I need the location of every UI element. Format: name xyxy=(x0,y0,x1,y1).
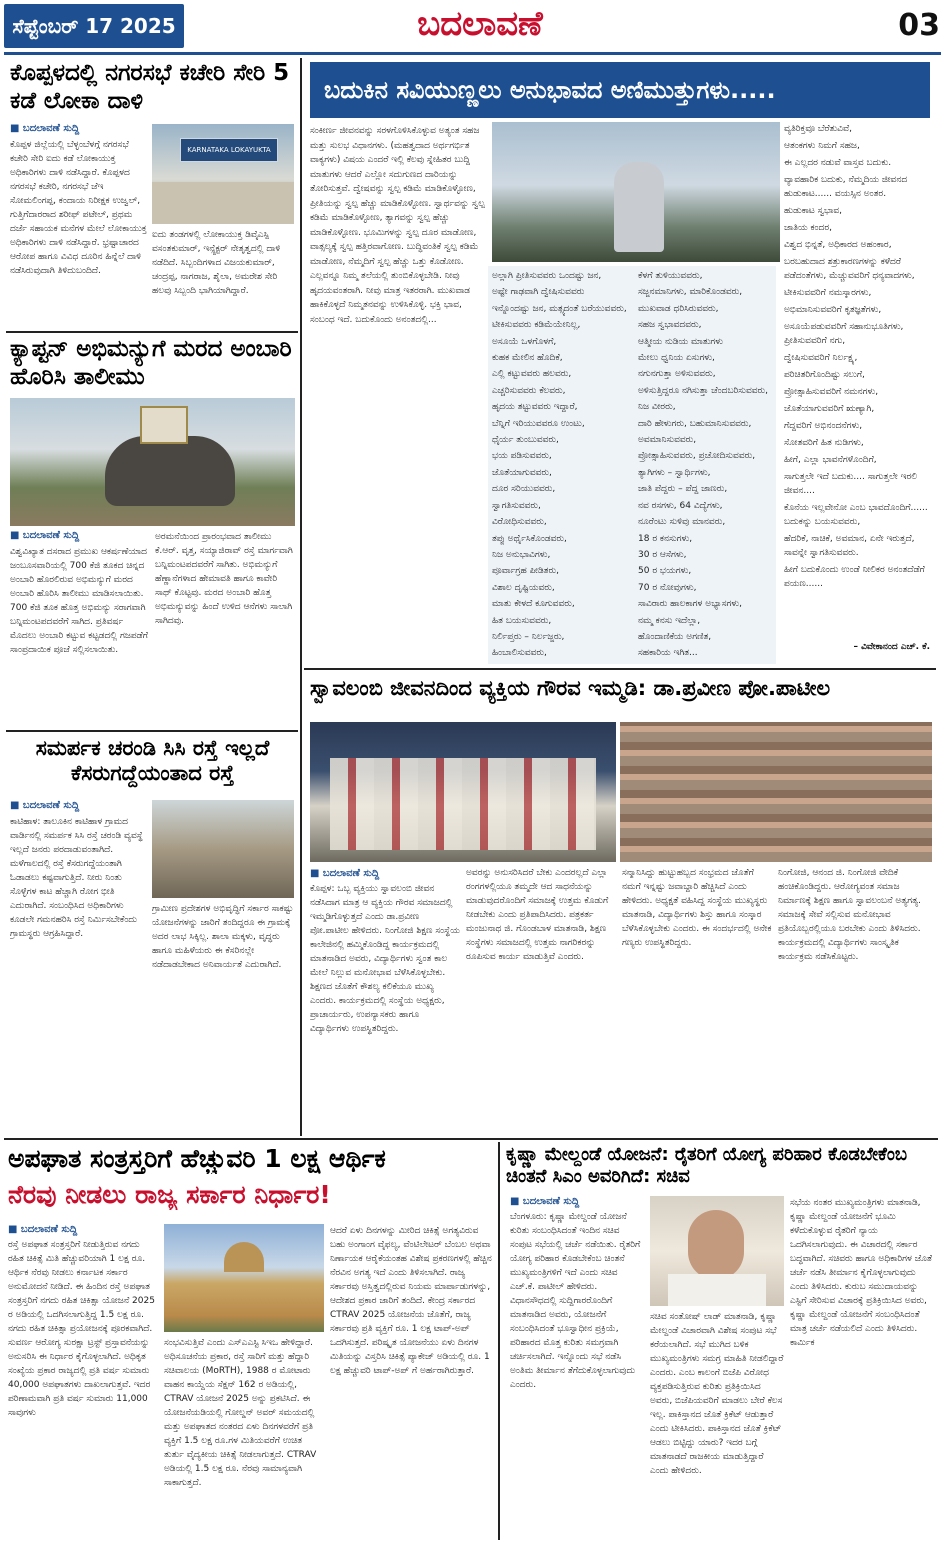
poem-line: ಅವಮಾನಿಸುವವರು, xyxy=(638,435,697,446)
poem-line: 70 ರ ನೋವುಗಳು, xyxy=(638,582,697,593)
story2-photo xyxy=(10,398,295,526)
story1-byline: ■ ಬದಲಾವಣೆ ಸುದ್ದಿ xyxy=(10,123,80,134)
poem-line: ಸ್ವಾಗತಿಸುವವರು, xyxy=(492,500,541,511)
story6-byline: ■ ಬದಲಾವಣೆ ಸುದ್ದಿ xyxy=(8,1224,78,1235)
poem-line: ಸೋತವರಿಗೆ ಹಿತ ನುಡಿಗಳು, xyxy=(784,438,864,448)
issue-date: ಸೆಪ್ಟೆಂಬರ್ 17 2025 xyxy=(4,4,184,48)
poem-line: ಗೆದ್ದವರಿಗೆ ಅಭಿನಂದನೆಗಳು, xyxy=(784,421,863,431)
poem-line: ಅಷ್ಟೇ ಗಾಢವಾಗಿ ದ್ವೇಷಿಸುವವರು xyxy=(492,287,585,298)
story5-headline: ಸ್ವಾವಲಂಬಿ ಜೀವನದಿಂದ ವ್ಯಕ್ತಿಯ ಗೌರವ ಇಮ್ಮಡಿ: ಡಾ.ಪ್ರವೀಣ ಪೋ.ಪಾಟೀಲ xyxy=(310,676,831,700)
poem-line: ಕೊನೆಯ ಇಲ್ಲವೇನೋ ಎಂಬ ಭಾವದೊಂದಿಗೆ...... ಬದುಕನ್ನು ಬಯಸುವವರು, xyxy=(784,503,928,527)
poem-line: ಸಾವಿರಾರು ಹಾಲಕಾಗಳ ಅಭ್ಯಾಸಗಳು, xyxy=(638,599,743,610)
story1-body: ಕೊಪ್ಪಳ ಜಿಲ್ಲೆಯಲ್ಲಿ ಬೆಳ್ಳಂಬೆಳಗ್ಗೆ ನಗರಸಭೆ ಕಚೇರಿ ಸೇರಿ ಐದು ಕಡೆ ಲೋಕಾಯುಕ್ತ ಅಧಿಕಾರಿಗಳು ದಾಳಿ ನಡೆಸಿದ್ದಾರೆ. ಕೊಪ್ಪಳದ ನಗರಸಭೆ ಕಚೇರಿ, ನಗರಸಭೆ ಜೆಇ ಸೋಮಲಿಂಗಪ್ಪ, ಕಂದಾಯ ನಿರೀಕ್ಷಕ ಉಜ್ವಲ್, ಗುತ್ತಿಗೆದಾರರಾದ ಶರೀಫ್ ಪಟೇಲ್, ಪ್ರಥಮ ದರ್ಜೆ ಸಹಾಯಕ ಮನೆಗಳ ಮೇಲೆ ಲೋಕಾಯುಕ್ತ ಅಧಿಕಾರಿಗಳು ದಾಳಿ ನಡೆಸಿದ್ದಾರೆ. ಭ್ರಷ್ಟಾಚಾರದ ಆರೋಪ ಹಾಗೂ ವಿವಿಧ ದೂರಿನ ಹಿನ್ನೆಲೆ ದಾಳಿ ನಡೆಸಿರುವುದಾಗಿ ತಿಳಿದುಬಂದಿದೆ. xyxy=(10,140,147,276)
poem-line: ದೂರ ಸರಿಯುವವರು, xyxy=(492,484,556,495)
elephant-body xyxy=(105,436,235,506)
poem-line: ದಾರಿ ಹೇಳುಗರು, ಬಹುಮಾನಿಸುವವರು, xyxy=(638,418,752,429)
story6-headline-line1: ಅಪಘಾತ ಸಂತ್ರಸ್ತರಿಗೆ ಹೆಚ್ಚುವರಿ 1 ಲಕ್ಷ ಆರ್ಥಿಕ xyxy=(8,1144,386,1173)
story7-body-2: ಸಚಿವ ಸಂತೋಷ್ ಲಾಡ್ ಮಾತನಾಡಿ, ಕೃಷ್ಣಾ ಮೇಲ್ದಂಡೆ ವಿಚಾರವಾಗಿ ವಿಶೇಷ ಸಂಪುಟ ಸಭೆ ಕರೆಯಲಾಗಿದೆ. ಸಭೆ ಮುಗಿದ ಬಳಿಕ ಮುಖ್ಯಮಂತ್ರಿಗಳು ಸಮಗ್ರ ಮಾಹಿತಿ ನೀಡಲಿದ್ದಾರೆ ಎಂದರು. ಎಂಬ ಕಾಲಂಗೆ ಬಿಜೆಪಿ ವಿರೋಧ ವ್ಯಕ್ತಪಡಿಸುತ್ತಿರುವ ಕುರಿತು ಪ್ರತಿಕ್ರಿಯಿಸಿದ ಅವರು, ಬಿಜೆಪಿಯವರಿಗೆ ಮಾಡಲು ಬೇರೆ ಕೆಲಸ ಇಲ್ಲ. ಪಾಕಿಸ್ತಾನದ ಜೊತೆ ಕ್ರಿಕೆಟ್ ಆಡುತ್ತಾರೆ ಎಂದು ಟೀಕಿಸಿದರು. ಪಾಕಿಸ್ತಾನದ ಜೊತೆ ಕ್ರಿಕೆಟ್ ಆಡಲು ಬಿಟ್ಟಿದ್ದು ಯಾರು? ಇದರ ಬಗ್ಗೆ ಮಾತನಾಡದೆ ರಾಜಕೀಯ ಮಾಡುತ್ತಿದ್ದಾರೆ ಎಂದು ಹೇಳಿದರು. xyxy=(650,1312,784,1476)
poem-line: ಭಯ ಪಡಿಸುವವರು, xyxy=(492,451,552,462)
poem-line: ಆತ್ಮೀಯ ನುಡಿಯ ಮಾತುಗಳು xyxy=(638,336,724,347)
poem-line: ವಿಶ್ವದ ಭಿನ್ನತೆ, ಅಧಿಕಾರದ ಅಹಂಕಾರ, xyxy=(784,240,892,250)
poem-line: ಸಹಕಾರಿಯ ಇಗಿತ... xyxy=(638,648,698,659)
poem-line: ತ್ಯಾಗಿಗಳು – ಸ್ವಾರ್ಥಿಗಳು, xyxy=(638,467,711,478)
poem-line: ನಿಜ ವೀರರು, xyxy=(638,402,676,413)
poem-line: ಎಚ್ಚರಿಸುವವರು ಕೆಲವರು, xyxy=(492,385,566,396)
poem-line: ಹೊಂದಾಣಿಕೆಯ ಅಗಣಿತ, xyxy=(638,631,712,642)
poem-line: ಸಾಗುತ್ತಲೇ ಇದೆ ಬದುಕು.... ಸಾಗುತ್ತಲೇ ಇರಲಿ ಜೀವನ.... xyxy=(784,472,917,496)
poem-line: ತಪ್ಪು ಅರ್ಥೈಸಿಕೊಂಡವರು, xyxy=(492,533,567,544)
section-rule xyxy=(304,668,936,670)
poem-line: ಈ ಎಲ್ಲದರ ನಡುವೆ ವಾಸ್ತವ ಬದುಕು. xyxy=(784,158,892,168)
poem-line: ಜೊತೆಯಾಗುವವರು, xyxy=(492,467,552,478)
section-rule xyxy=(6,730,298,732)
story4-photo xyxy=(492,122,780,262)
poem-line: ವ್ಯತಿರಿಕ್ತವೂ ಬೆರೆತುವಿವೆ, xyxy=(784,124,852,134)
story6-body-2: ಸಂಭವಿಸುತ್ತಿವೆ ಎಂದು ಎಸ್ಎಎಸ್ಟಿ ಸಿಇಒ ಹೇಳಿದ್ದಾರೆ. ಅಧಿಸೂಚನೆಯ ಪ್ರಕಾರ, ರಸ್ತೆ ಸಾರಿಗೆ ಮತ್ತು ಹೆದ್ದಾರಿ ಸಚಿವಾಲಯ (MoRTH), 1988 ರ ಮೋಟಾರು ವಾಹನ ಕಾಯ್ದೆಯ ಸೆಕ್ಷನ್ 162 ರ ಅಡಿಯಲ್ಲಿ, CTRAV ಯೋಜನೆ 2025 ಅನ್ನು ಪ್ರಕಟಿಸಿದೆ. ಈ ಯೋಜನೆಯಡಿಯಲ್ಲಿ ಗೋಲ್ಡನ್ ಅವರ್ ಸಮಯದಲ್ಲಿ ಮತ್ತು ಅಪಘಾತದ ನಂತರದ ಏಳು ದಿನಗಳವರೆಗೆ ಪ್ರತಿ ವ್ಯಕ್ತಿಗೆ 1.5 ಲಕ್ಷ ರೂ.ಗಳ ಮಿತಿಯವರೆಗೆ ಉಚಿತ ತುರ್ತು ವೈದ್ಯಕೀಯ ಚಿಕಿತ್ಸೆ ನೀಡಲಾಗುತ್ತದೆ. CTRAV ಅಡಿಯಲ್ಲಿ 1.5 ಲಕ್ಷ ರೂ. ನೆರವು ಸಾಮಾನ್ಯವಾಗಿ ಸಾಕಾಗುತ್ತದೆ. xyxy=(164,1338,317,1488)
poem-line: ಜೊತೆಯಾಗುವವರಿಗೆ ಋಣ್ಯಾಗಿ, xyxy=(784,404,875,414)
story7-body: ಬೆಂಗಳೂರು: ಕೃಷ್ಣಾ ಮೇಲ್ದಂಡೆ ಯೋಜನೆ ಕುರಿತು ಸಂಬಂಧಿಸಿದಂತೆ ಇಂದಿನ ಸಚಿವ ಸಂಪುಟ ಸಭೆಯಲ್ಲಿ ಚರ್ಚೆ ನಡೆಯಿತು. ರೈತರಿಗೆ ಯೋಗ್ಯ ಪರಿಹಾರ ಕೊಡಬೇಕೆಂಬ ಚಿಂತನೆ ಮುಖ್ಯಮಂತ್ರಿಗಳಿಗೆ ಇದೆ ಎಂದು ಸಚಿವ ಎಚ್.ಕೆ. ಪಾಟೀಲ್ ಹೇಳಿದರು. ವಿಧಾನಸೌಧದಲ್ಲಿ ಸುದ್ದಿಗಾರರೊಂದಿಗೆ ಮಾತನಾಡಿದ ಅವರು, ಯೋಜನೆಗೆ ಸಂಬಂಧಿಸಿದಂತೆ ಭೂಸ್ವಾಧೀನ ಪ್ರಕ್ರಿಯೆ, ಪರಿಹಾರದ ಮೊತ್ತ ಕುರಿತು ಸಮಗ್ರವಾಗಿ ಚರ್ಚಿಸಲಾಗಿದೆ. ಇನ್ನೊಂದು ಸಭೆ ನಡೆಸಿ ಅಂತಿಮ ತೀರ್ಮಾನ ತೆಗೆದುಕೊಳ್ಳಲಾಗುವುದು ಎಂದರು. xyxy=(510,1212,641,1390)
story5-photo-audience xyxy=(620,722,932,862)
poem-line: ಪ್ರೋತ್ಸಾಹಿಸುವವರಿಗೆ ನಮನಗಳು, xyxy=(784,387,879,397)
poem-line: ನಿಜ ಅನುಭಾವಿಗಳು, xyxy=(492,549,551,560)
story1-body-cont: ಐದು ತಂಡಗಳಲ್ಲಿ ಲೋಕಾಯುಕ್ತ ಡಿವೈಎಸ್ಪಿ ವಸಂತಕುಮಾರ್, ಇನ್ಸ್ಪೆಕ್ಟರ್ ನೇತೃತ್ವದಲ್ಲಿ ದಾಳಿ ನಡೆದಿದೆ. ಸಿಬ್ಬಂದಿಗಳಾದ ವಿಜಯಕುಮಾರ್, ಚಂದ್ರಪ್ಪ, ನಾಗರಾಜ, ಶೈಲಾ, ಅಮರೇಶ ಸೇರಿ ಹಲವು ಸಿಬ್ಬಂದಿ ಭಾಗಿಯಾಗಿದ್ದಾರೆ. xyxy=(152,230,281,296)
poem-line: ಅಸೂಯೆ ಒಳಗೊಳಗೆ, xyxy=(492,336,557,347)
story6-headline-line2: ನೆರವು ನೀಡಲು ರಾಜ್ಯ ಸರ್ಕಾರ ನಿರ್ಧಾರ! xyxy=(8,1180,331,1209)
poem-column-3 xyxy=(784,122,930,632)
poem-line: ಕೆಳಗೆ ತುಳಿಯುವವರು, xyxy=(638,271,703,281)
story3-body-cont: ಗ್ರಾಮೀಣ ಪ್ರದೇಶಗಳ ಅಭಿವೃದ್ಧಿಗೆ ಸರ್ಕಾರ ಸಾಕಷ್ಟು ಯೋಜನೆಗಳನ್ನು ಜಾರಿಗೆ ತಂದಿದ್ದರೂ ಈ ಗ್ರಾಮಕ್ಕೆ ಅದರ ಲಾಭ ಸಿಕ್ಕಿಲ್ಲ. ಶಾಲಾ ಮಕ್ಕಳು, ವೃದ್ಧರು ಹಾಗೂ ಮಹಿಳೆಯರು ಈ ಕೆಸರಿನಲ್ಲೇ ನಡೆದಾಡಬೇಕಾದ ಅನಿವಾರ್ಯತೆ ಎದುರಾಗಿದೆ. xyxy=(152,904,294,970)
newspaper-title: ಬದಲಾವಣೆ xyxy=(417,4,543,44)
poem-line: ನೂರೆಂಟು ಸುಳಿವು ಮಾನವರು, xyxy=(638,517,726,528)
building-wall xyxy=(152,182,294,224)
story5-body-4: ನಿಂಗೋಜಿ, ಆನಂದ ಜಿ. ನಿಂಗೋಜಿ ವೇದಿಕೆ ಹಂಚಿಕೊಂಡಿದ್ದರು. ಆರೋಗ್ಯವಂತ ಸಮಾಜ ನಿರ್ಮಾಣಕ್ಕೆ ಶಿಕ್ಷಣ ಹಾಗೂ ಸ್ವಾವಲಂಬನೆ ಅತ್ಯಗತ್ಯ. ಸಮಾಜಕ್ಕೆ ಸೇವೆ ಸಲ್ಲಿಸುವ ಮನೋಭಾವ ಪ್ರತಿಯೊಬ್ಬರಲ್ಲಿಯೂ ಬರಬೇಕು ಎಂದು ತಿಳಿಸಿದರು. ಕಾರ್ಯಕ್ರಮದಲ್ಲಿ ವಿದ್ಯಾರ್ಥಿಗಳು ಸಾಂಸ್ಕೃತಿಕ ಕಾರ್ಯಕ್ರಮ ನಡೆಸಿಕೊಟ್ಟರು. xyxy=(778,868,922,962)
poem-line: ಜಾತಿಯ ಕಂದರ, xyxy=(784,223,832,233)
story5-photo-dignitaries xyxy=(310,722,616,862)
story7-headline: ಕೃಷ್ಣಾ ಮೇಲ್ದಂಡೆ ಯೋಜನೆ: ರೈತರಿಗೆ ಯೋಗ್ಯ ಪರಿಹಾರ ಕೊಡಬೇಕೆಂಬ ಚಿಂತನೆ ಸಿಎಂ ಅವರಿಗಿದೆ: ಸಚಿವ xyxy=(506,1144,908,1187)
wooden-howdah xyxy=(140,406,188,444)
story7-body-3: ಸಭೆಯ ನಂತರ ಮುಖ್ಯಮಂತ್ರಿಗಳು ಮಾತನಾಡಿ, ಕೃಷ್ಣಾ ಮೇಲ್ದಂಡೆ ಯೋಜನೆಗೆ ಭೂಮಿ ಕಳೆದುಕೊಳ್ಳುವ ರೈತರಿಗೆ ನ್ಯಾಯ ಒದಗಿಸಲಾಗುವುದು. ಈ ವಿಚಾರದಲ್ಲಿ ಸರ್ಕಾರ ಬದ್ಧವಾಗಿದೆ. ಸಚಿವರು ಹಾಗೂ ಅಧಿಕಾರಿಗಳ ಜೊತೆ ಚರ್ಚೆ ನಡೆಸಿ ತೀರ್ಮಾನ ಕೈಗೊಳ್ಳಲಾಗುವುದು ಎಂದು ತಿಳಿಸಿದರು. ಕುರುಬ ಸಮುದಾಯವನ್ನು ಎಸ್ಟಿಗೆ ಸೇರಿಸುವ ವಿಚಾರಕ್ಕೆ ಪ್ರತಿಕ್ರಿಯಿಸಿದ ಅವರು, ಕೃಷ್ಣಾ ಮೇಲ್ದಂಡೆ ಯೋಜನೆಗೆ ಸಂಬಂಧಿಸಿದಂತೆ ಮಾತ್ರ ಚರ್ಚೆ ನಡೆಯಲಿದೆ ಎಂದು ತಿಳಿಸಿದರು. ಕಾರ್ಮಿಕ xyxy=(790,1198,933,1348)
story6-body-3: ಆದರೆ ಏಳು ದಿನಗಳನ್ನು ಮೀರಿದ ಚಿಕಿತ್ಸೆ ಅಗತ್ಯವಿರುವ ಬಹು ಅಂಗಾಂಗ ವೈಫಲ್ಯ, ವೆಂಟಿಲೇಟರ್ ಬೆಂಬಲ ಅಥವಾ ನಿರ್ಣಾಯಕ ಆರೈಕೆಯಂತಹ ವಿಶೇಷ ಪ್ರಕರಣಗಳಲ್ಲಿ ಹೆಚ್ಚಿನ ನೆರವಿನ ಅಗತ್ಯ ಇದೆ ಎಂದು ತಿಳಿಸಲಾಗಿದೆ. ರಾಜ್ಯ ಸರ್ಕಾರವು ಅಸ್ತಿತ್ವದಲ್ಲಿರುವ ನಿಯಮ ಮಾರ್ಪಾಡುಗಳನ್ನು, ಆದೇಶದ ಪ್ರಕಾರ ಜಾರಿಗೆ ತಂದಿದೆ. ಕೇಂದ್ರ ಸರ್ಕಾರದ CTRAV 2025 ಯೋಜನೆಯ ಜೊತೆಗೆ, ರಾಜ್ಯ ಸರ್ಕಾರವು ಪ್ರತಿ ವ್ಯಕ್ತಿಗೆ ರೂ. 1 ಲಕ್ಷ ಟಾಪ್-ಅಪ್ ಒದಗಿಸುತ್ತದೆ. ಪರಿಷ್ಕೃತ ಯೋಜನೆಯು ಏಳು ದಿನಗಳ ಮಿತಿಯನ್ನು ವಿಸ್ತರಿಸಿ ಚಿಕಿತ್ಸೆ ಪ್ಯಾಕೇಜ್ ಅಡಿಯಲ್ಲಿ ರೂ. 1 ಲಕ್ಷ ಹೆಚ್ಚುವರಿ ಟಾಪ್-ಅಪ್ ಗೆ ಅರ್ಹರಾಗಿರುತ್ತಾರೆ. xyxy=(330,1226,492,1376)
story5-byline: ■ ಬದಲಾವಣೆ ಸುದ್ದಿ xyxy=(310,868,380,879)
story4-banner: ಬದುಕಿನ ಸವಿಯುಣ್ಣಲು ಅನುಭಾವದ ಅಣಿಮುತ್ತುಗಳು..... xyxy=(310,62,930,118)
poem-line: ನಮ್ಮ ಕನಸು ಇದೆಲ್ಲಾ, xyxy=(638,615,701,626)
poem-column-2 xyxy=(638,268,776,662)
story6-photo xyxy=(164,1224,324,1332)
poem-line: ವಿರೋಧಿಸುವವರು, xyxy=(492,517,547,528)
poem-line: ಬರಬಹುದಾದ ಶತ್ರುಕಾರಣಗಳನ್ನು ಕಳೆದರೆ ಪಡೆದಂತೆಗಳು, ಮೆಚ್ಚುವವರಿಗೆ ಧನ್ಯವಾದಗಳು, xyxy=(784,257,915,281)
section-rule xyxy=(4,1138,938,1140)
poem-line: ಕುಹಕ ಮೇಲಿನ ಹೊದಿಕೆ, xyxy=(492,353,563,364)
story4-intro: ಸಂಕೀರ್ಣ ಜೀವನವನ್ನು ಸರಳಗೊಳಿಸಿಕೊಳ್ಳುವ ಅತ್ಯಂತ ಸಹಜ ಮತ್ತು ಸುಲಭ ವಿಧಾನಗಳು. (ಮಹತ್ವದಾದ ಅರ್ಥಗರ್ಭಿತ ವಾಕ್ಯಗಳು) ವಿಷಯ ಎಂದರೆ ಇಲ್ಲಿ ಕೆಲವು ಸ್ನೇಹಿತರ ಬುದ್ದಿ ಮಾತುಗಳು ಆದರೆ ಎಲ್ಲೋ ಸದುಗುಣದ ದಾರಿಯನ್ನು ತೋರಿಸುತ್ತವೆ. ದ್ವೇಷವನ್ನು ಸ್ವಲ್ಪ ಕಡಿಮೆ ಮಾಡಿಕೊಳ್ಳೋಣ, ಪ್ರೀತಿಯನ್ನು ಸ್ವಲ್ಪ ಹೆಚ್ಚು ಮಾಡಿಕೊಳ್ಳೋಣ. ಸ್ವಾರ್ಥವನ್ನು ಸ್ವಲ್ಪ ಕಡಿಮೆ ಮಾಡಿಕೊಳ್ಳೋಣ, ತ್ಯಾಗವನ್ನು ಸ್ವಲ್ಪ ಹೆಚ್ಚು ಮಾಡಿಕೊಳ್ಳೋಣ. ಭೂಮಿಗಳನ್ನು ಸ್ವಲ್ಪ ದೂರ ಮಾಡೋಣ, ವಾತ್ಸಲ್ಯಕ್ಕೆ ಸ್ವಲ್ಪ ಹತ್ತಿರವಾಗೋಣ. ಬುದ್ಧಿವಂತಿಕೆ ಸ್ವಲ್ಪ ಕಡಿಮೆ ಮಾಡೋಣ, ನೆಮ್ಮದಿಗೆ ಸ್ವಲ್ಪ ಹೆಚ್ಚು ಒತ್ತು ಕೊಡೋಣ. ಎಲ್ಲವನ್ನೂ ನಿಮ್ಮ ತಲೆಯಲ್ಲಿ ತುಂಬಿಕೊಳ್ಳಬೇಡಿ. ನೀವು ಹೃದಯವಂತರಾಗಿ. ನೀವು ಮಾತ್ರ ಇತರರಾಗಿ. ಮುಖವಾಡ ಹಾಕಿಕೊಳ್ಳದೆ ನಿಮ್ಮತನವನ್ನು ಉಳಿಸಿಕೊಳ್ಳಿ. ಭಕ್ತಿ ಭಾವ, ಸಂಬಂಧ ಇದೆ. ಬದುಕೊಂದು ಅನಂತದಲ್ಲಿ... xyxy=(310,126,485,325)
story2-byline: ■ ಬದಲಾವಣೆ ಸುದ್ದಿ xyxy=(10,530,80,541)
story3-body: ಕಾಟಿಹಾಳ: ತಾಲೂಕಿನ ಕಾಟಿಹಾಳ ಗ್ರಾಮದ ವಾರ್ಡಿನಲ್ಲಿ ಸಮರ್ಪಕ ಸಿಸಿ ರಸ್ತೆ ಚರಂಡಿ ವ್ಯವಸ್ಥೆ ಇಲ್ಲದೆ ಜನರು ಪರದಾಡುವಂತಾಗಿದೆ. ಮಳೆಗಾಲದಲ್ಲಿ ರಸ್ತೆ ಕೆಸರುಗದ್ದೆಯಂತಾಗಿ ಓಡಾಡಲು ಕಷ್ಟವಾಗುತ್ತಿದೆ. ನೀರು ನಿಂತು ಸೊಳ್ಳೆಗಳ ಕಾಟ ಹೆಚ್ಚಾಗಿ ರೋಗ ಭೀತಿ ಎದುರಾಗಿದೆ. ಸಂಬಂಧಿಸಿದ ಅಧಿಕಾರಿಗಳು ಕೂಡಲೇ ಗಮನಹರಿಸಿ ರಸ್ತೆ ನಿರ್ಮಿಸಬೇಕೆಂದು ಗ್ರಾಮಸ್ಥರು ಆಗ್ರಹಿಸಿದ್ದಾರೆ. xyxy=(10,817,143,939)
poem-line: ಸಹಜ ಸ್ವಭಾವದವರು, xyxy=(638,320,702,331)
story3-headline: ಸಮರ್ಪಕ ಚರಂಡಿ ಸಿಸಿ ರಸ್ತೆ ಇಲ್ಲದೆ ಕೆಸರುಗದ್ದೆಯಂತಾದ ರಸ್ತೆ xyxy=(35,736,270,786)
section-rule xyxy=(6,331,298,333)
poem-line: ಹೀಗೆ ಬದುಕೊಂದು ಉಂಡೆ ನೀಲಿಕರ ಅನಂತದೆಡೆಗೆ ಪಯಣ...... xyxy=(784,565,925,589)
story7-byline: ■ ಬದಲಾವಣೆ ಸುದ್ದಿ xyxy=(510,1196,580,1207)
poem-line: ಹೀಗೆ, ಎಲ್ಲಾ ಭಾವನೆಗಳೊಂದಿಗೆ, xyxy=(784,455,877,465)
poem-line: ಎಲ್ಲಿ ಕಟ್ಟುವವರು ಹಲವರು, xyxy=(492,369,572,380)
story6-body: ರಸ್ತೆ ಅಪಘಾತ ಸಂತ್ರಸ್ತರಿಗೆ ನೀಡುತ್ತಿರುವ ನಗದು ರಹಿತ ಚಿಕಿತ್ಸೆ ಮಿತಿ ಹೆಚ್ಚುವರಿಯಾಗಿ 1 ಲಕ್ಷ ರೂ. ಆರ್ಥಿಕ ನೆರವು ನೀಡಲು ಕರ್ನಾಟಕ ಸರ್ಕಾರ ಅನುಮೋದನೆ ನೀಡಿದೆ. ಈ ಹಿಂದಿನ ರಸ್ತೆ ಅಪಘಾತ ಸಂತ್ರಸ್ತರಿಗೆ ನಗದು ರಹಿತ ಚಿಕಿತ್ಸಾ ಯೋಜನೆ 2025 ರ ಅಡಿಯಲ್ಲಿ ಒದಗಿಸಲಾಗುತ್ತಿದ್ದ 1.5 ಲಕ್ಷ ರೂ. ನಗದು ರಹಿತ ಚಿಕಿತ್ಸಾ ಪ್ರಯೋಜನಕ್ಕೆ ಪೂರಕವಾಗಿದೆ. ಸುವರ್ಣ ಆರೋಗ್ಯ ಸುರಕ್ಷಾ ಟ್ರಸ್ಟ್ ಪ್ರಸ್ತಾವನೆಯನ್ನು ಅನುಸರಿಸಿ ಈ ನಿರ್ಧಾರ ಕೈಗೊಳ್ಳಲಾಗಿದೆ. ಅಧಿಕೃತ ಸಂಖ್ಯೆಯ ಪ್ರಕಾರ ರಾಜ್ಯದಲ್ಲಿ ಪ್ರತಿ ವರ್ಷ ಸುಮಾರು 40,000 ಅಪಘಾತಗಳು ದಾಖಲಾಗುತ್ತವೆ. ಇದರ ಪರಿಣಾಮವಾಗಿ ಪ್ರತಿ ವರ್ಷ ಸುಮಾರು 11,000 ಸಾವುಗಳು xyxy=(8,1240,155,1418)
poem-line: ನಿರ್ಲಿಪ್ತರು – ನಿರ್ಲಜ್ಜರು, xyxy=(492,631,565,642)
story5-body: ಕೊಪ್ಪಳ: ಒಬ್ಬ ವ್ಯಕ್ತಿಯು ಸ್ವಾವಲಂಬಿ ಜೀವನ ನಡೆಸಿದಾಗ ಮಾತ್ರ ಆ ವ್ಯಕ್ತಿಯ ಗೌರವ ಸಮಾಜದಲ್ಲಿ ಇಮ್ಮಡಿಗೊಳ್ಳುತ್ತದೆ ಎಂದು ಡಾ.ಪ್ರವೀಣ ಪೋ.ಪಾಟೀಲ ಹೇಳಿದರು. ನಿಂಗೋಜಿ ಶಿಕ್ಷಣ ಸಂಸ್ಥೆಯ ಕಾಲೇಜಿನಲ್ಲಿ ಹಮ್ಮಿಕೊಂಡಿದ್ದ ಕಾರ್ಯಕ್ರಮದಲ್ಲಿ ಮಾತನಾಡಿದ ಅವರು, ವಿದ್ಯಾರ್ಥಿಗಳು ಸ್ವಂತ ಕಾಲ ಮೇಲೆ ನಿಲ್ಲುವ ಮನೋಭಾವ ಬೆಳೆಸಿಕೊಳ್ಳಬೇಕು. ಶಿಕ್ಷಣದ ಜೊತೆಗೆ ಕೌಶಲ್ಯ ಕಲಿಕೆಯೂ ಮುಖ್ಯ ಎಂದರು. ಕಾರ್ಯಕ್ರಮದಲ್ಲಿ ಸಂಸ್ಥೆಯ ಅಧ್ಯಕ್ಷರು, ಪ್ರಾಚಾರ್ಯರು, ಉಪನ್ಯಾಸಕರು ಹಾಗೂ ವಿದ್ಯಾರ್ಥಿಗಳು ಉಪಸ್ಥಿತರಿದ್ದರು. xyxy=(310,884,460,1034)
poem-line: 30 ರ ಆಸೆಗಳು, xyxy=(638,549,687,560)
story2-headline: ಕ್ಯಾಪ್ಟನ್ ಅಭಿಮನ್ಯುಗೆ ಮರದ ಅಂಬಾರಿ ಹೊರಿಸಿ ತಾಲೀಮು xyxy=(10,336,292,390)
story2-body: ವಿಶ್ವವಿಖ್ಯಾತ ದಸರಾದ ಪ್ರಮುಖ ಆಕರ್ಷಣೆಯಾದ ಜಂಬೂಸವಾರಿಯಲ್ಲಿ 700 ಕೆಜಿ ತೂಕದ ಚಿನ್ನದ ಅಂಬಾರಿ ಹೊರಲಿರುವ ಅಭಿಮನ್ಯುಗೆ ಮರದ ಅಂಬಾರಿ ಹೊರಿಸಿ ತಾಲೀಮು ಮಾಡಿಸಲಾಯಿತು. 700 ಕೆಜಿ ತೂಕ ಹೊತ್ತ ಅಭಿಮನ್ಯು ಸರಾಗವಾಗಿ ಬನ್ನಿಮಂಟಪದವರೆಗೆ ಸಾಗಿದ. ಪ್ರತಿವರ್ಷ ಮೊದಲು ಅಂಬಾರಿ ಕಟ್ಟುವ ಕಟ್ಟಡದಲ್ಲಿ ಗಜಪಡೆಗೆ ಸಾಂಪ್ರದಾಯಿಕ ಪೂಜೆ ಸಲ್ಲಿಸಲಾಯಿತು. xyxy=(10,547,148,655)
masthead-rule xyxy=(4,52,941,55)
poem-line: ಆತಂಕಗಳು ನಿಮಗೆ ಸಹಜ, xyxy=(784,141,860,151)
poem-line: ಅಳಿಸುತ್ತಿದ್ದರೂ ನಗಿಸುತ್ತಾ ಚೆಂದಬರಿಸುವವರು, xyxy=(638,385,768,396)
story4-author: – ವಿವೇಕಾನಂದ ಎಚ್. ಕೆ. xyxy=(853,642,930,652)
poem-line: ಮುಖವಾಡ ಧರಿಸಿರುವವರು, xyxy=(638,303,719,314)
story3-byline: ■ ಬದಲಾವಣೆ ಸುದ್ದಿ xyxy=(10,800,80,811)
poem-line: ಮೇಲು ಧ್ವನಿಯ ಏಸುಗಳು, xyxy=(638,353,715,364)
minister-shirt xyxy=(668,1274,766,1306)
story2-body-cont: ಅರಮನೆಯಿಂದ ಪ್ರಾರಂಭವಾದ ತಾಲೀಮು ಕೆ.ಆರ್. ವೃತ್ತ, ಸಯ್ಯಾಜಿರಾವ್ ರಸ್ತೆ ಮಾರ್ಗವಾಗಿ ಬನ್ನಿಮಂಟಪದವರೆಗೆ ಸಾಗಿತು. ಅಭಿಮನ್ಯುಗೆ ಹೆಣ್ಣಾನೆಗಳಾದ ಹೇಮಾವತಿ ಹಾಗೂ ಕಾವೇರಿ ಸಾಥ್ ಕೊಟ್ಟವು. ಮರದ ಅಂಬಾರಿ ಹೊತ್ತ ಅಭಿಮನ್ಯುವನ್ನು ಹಿಂದೆ ಉಳಿದ ಆನೆಗಳು ಸಾಲಾಗಿ ಸಾಗಿದವು. xyxy=(155,532,293,626)
column-divider xyxy=(498,1142,500,1540)
poem-line: ವ್ಯಾವಹಾರಿಕ ಬದುಕು, ನೆಮ್ಮದಿಯ ಜೀವನದ ಹುಡುಕಾಟ...... ವಯಸ್ಸಿನ ಅಂತರ. xyxy=(784,175,908,199)
story3-photo xyxy=(152,800,294,898)
poem-line: ಅಲ್ಲಾಗಿ ಪ್ರೀತಿಸುವವರು ಒಂದಷ್ಟು ಜನ, xyxy=(492,271,602,281)
poem-line: ಮಾತು ಕೇಳದೆ ಕೂಗುವವರು, xyxy=(492,599,575,610)
poem-line: 18 ರ ಕನಸುಗಳು, xyxy=(638,533,693,544)
poem-line: ಟೀಕಿಸುವವರಿಗೆ ನಮಸ್ಕಾರಗಳು, xyxy=(784,288,872,298)
poem-line: ಪೂರ್ವಾಗ್ರಹ ಪೀಡಿತರು, xyxy=(492,566,559,577)
poem-line: ಅಸೂಯೆಪಡುವವರಿಗೆ ಸಹಾನುಭೂತಿಗಳು, ಪ್ರೀತಿಸುವವರಿಗೆ ನಗು, xyxy=(784,322,904,346)
lokayukta-sign: KARNATAKA LOKAYUKTA xyxy=(180,138,278,162)
story1-photo xyxy=(152,124,294,224)
guests-row xyxy=(330,758,596,850)
page-number: 03 xyxy=(898,8,940,43)
poem-line: ಹೃದಯ ತಟ್ಟುವವರು ಇದ್ದಾರೆ, xyxy=(492,402,578,413)
poem-line: ನವ ರಸಗಳು, 64 ವಿದ್ಯೆಗಳು, xyxy=(638,500,723,511)
poem-line: ಜಾತಿ ಪೆದ್ದರು – ಪೆದ್ದ ಜಾಣರು, xyxy=(638,484,728,495)
poem-line: ಇನ್ನೊಂದಷ್ಟು ಜನ, ಮತ್ಸ್ಯದಂತೆ ಬರೆಯುವವರು, xyxy=(492,303,627,314)
story7-photo xyxy=(650,1196,784,1306)
building-dome xyxy=(224,1242,264,1272)
poem-line: ಬೆನ್ನಿಗೆ ಇರಿಯುವವರೂ ಉಂಟು, xyxy=(492,418,585,429)
poem-line: ಹುಡುಕಾಟ ಸ್ವಭಾವ, xyxy=(784,206,843,216)
poem-line: ಹೆದರಿಕೆ, ನಾಚಿಕೆ, ಅವಮಾನ, ಏನೇ ಇರುತ್ತದೆ, ಸಾವನ್ನೇ ಸ್ವಾಗತಿಸುವವರು. xyxy=(784,534,915,558)
story1-headline: ಕೊಪ್ಪಳದಲ್ಲಿ ನಗರಸಭೆ ಕಚೇರಿ ಸೇರಿ 5 ಕಡೆ ಲೋಕಾ ದಾಳಿ xyxy=(10,60,290,114)
poem-line: ವಿಶಾಲ ದೃಷ್ಟಿಯವರು, xyxy=(492,582,555,593)
story5-body-3: ಸನ್ಮಾನಿಸಿದ್ದು ಹುಟ್ಟುಹಬ್ಬದ ಸಂಭ್ರಮದ ಜೊತೆಗೆ ನಮಗೆ ಇನ್ನಷ್ಟು ಜವಾಬ್ದಾರಿ ಹೆಚ್ಚಿಸಿದೆ ಎಂದು ಹೇಳಿದರು. ಅಧ್ಯಕ್ಷತೆ ವಹಿಸಿದ್ದ ಸಂಸ್ಥೆಯ ಮುಖ್ಯಸ್ಥರು ಮಾತನಾಡಿ, ವಿದ್ಯಾರ್ಥಿಗಳು ಶಿಸ್ತು ಹಾಗೂ ಸಂಸ್ಕಾರ ಬೆಳೆಸಿಕೊಳ್ಳಬೇಕು ಎಂದರು. ಈ ಸಂದರ್ಭದಲ್ಲಿ ಅನೇಕ ಗಣ್ಯರು ಉಪಸ್ಥಿತರಿದ್ದರು. xyxy=(622,868,772,948)
poem-line: ಹಿಂಬಾಲಿಸುವವರು, xyxy=(492,648,547,659)
poem-line: 50 ರ ಭಯಗಳು, xyxy=(638,566,692,577)
story5-body-2: ಅವರನ್ನು ಅನುಸರಿಸಿದರೆ ಬೇಕು ಎಂದರಲ್ಲದೆ ಎಲ್ಲಾ ರಂಗಗಳಲ್ಲಿಯೂ ತಮ್ಮದೇ ಆದ ಸಾಧನೆಯನ್ನು ಮಾಡುವುದರೊಂದಿಗೆ ಸಮಾಜಕ್ಕೆ ಉತ್ತಮ ಕೊಡುಗೆ ನೀಡಬೇಕು ಎಂದು ಪ್ರತಿಪಾದಿಸಿದರು. ಪತ್ರಕರ್ತ ಮಂಜುನಾಥ ಜಿ. ಗೊಂಡಬಾಳ ಮಾತನಾಡಿ, ಶಿಕ್ಷಣ ಸಂಸ್ಥೆಗಳು ಸಮಾಜದಲ್ಲಿ ಉತ್ತಮ ನಾಗರಿಕರನ್ನು ರೂಪಿಸುವ ಕಾರ್ಯ ಮಾಡುತ್ತಿವೆ ಎಂದರು. xyxy=(466,868,609,962)
poem-column-1 xyxy=(492,268,632,662)
column-divider xyxy=(300,58,302,1136)
poem-line: ದ್ವೇಷಿಸುವವರಿಗೆ ನಿರ್ಲಕ್ಷ್ಯ, xyxy=(784,353,858,363)
poem-line: ಅಭಿಮಾನಿಸುವವರಿಗೆ ಕೃತಜ್ಞತೆಗಳು, xyxy=(784,305,882,315)
man-silhouette xyxy=(614,162,664,252)
poem-line: ಪರಿಚಿತರಿಗೊಂದಿಷ್ಟು ಸಲುಗೆ, xyxy=(784,370,865,380)
minister-face xyxy=(688,1210,744,1280)
poem-line: ಸಜ್ಜನಮಾನಿಗಳು, ಮಾರಿಕೊಂಡವರು, xyxy=(638,287,743,298)
poem-line: ಪ್ರೋತ್ಸಾಹಿಸುವವರು, ಪ್ರಚೋದಿಸುವವರು, xyxy=(638,451,756,462)
poem-line: ಟೀಕಿಸುವವರು ಕಡಿಮೆಯೇನಿಲ್ಲ, xyxy=(492,320,581,331)
poem-line: ಧೈರ್ಯ ತುಂಬುವವರು, xyxy=(492,435,559,446)
poem-line: ಹಿತ ಬಯಸುವವರು, xyxy=(492,615,552,626)
poem-line: ನಗುನಗುತ್ತಾ ಅಳಿಸುವವರು, xyxy=(638,369,716,380)
